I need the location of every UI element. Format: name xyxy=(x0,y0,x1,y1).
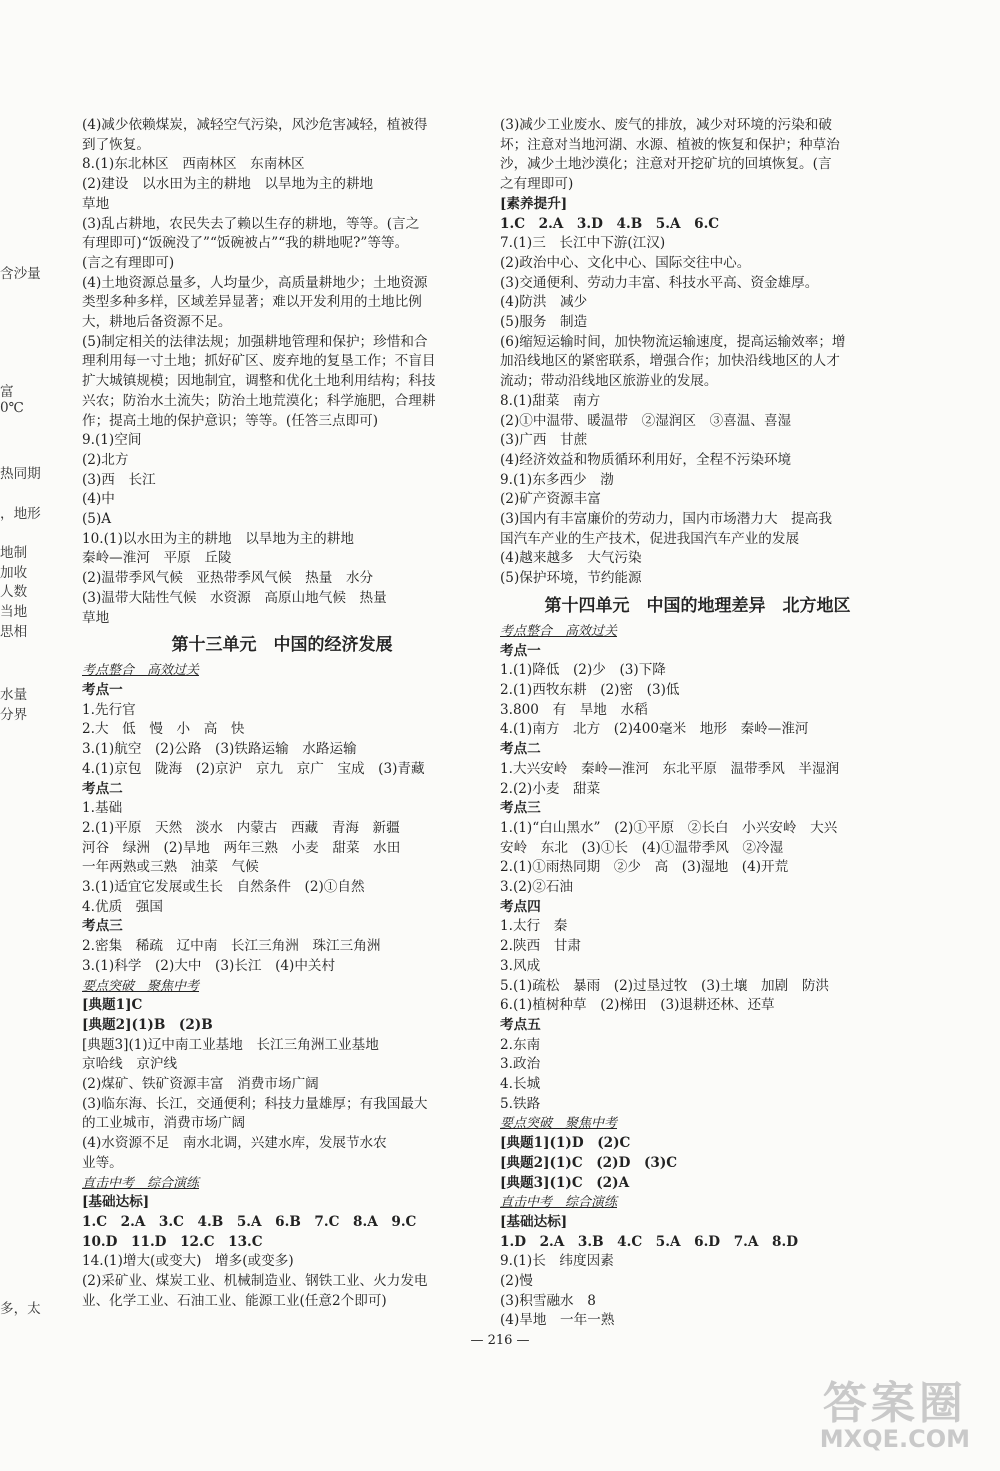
answer-line: 国汽车产业的生产技术，促进我国汽车产业的发展 xyxy=(500,530,800,547)
answer-line: (3)临东海、长江，交通便利；科技力量雄厚；有我国最大 xyxy=(82,1095,428,1112)
answer-line: 业等。 xyxy=(82,1154,123,1171)
answer-line: 5.(1)疏松 暴雨 (2)过垦过牧 (3)土壤 加剧 防洪 xyxy=(500,977,830,994)
answer-line: 考点四 xyxy=(500,898,541,915)
edge-fragment: 当地 xyxy=(0,604,28,620)
answer-line: (4)水资源不足 南水北调，兴建水库，发展节水农 xyxy=(82,1135,387,1152)
answer-line: [典题3](1)辽中南工业基地 长江三角洲工业基地 xyxy=(82,1036,379,1053)
answer-line: 1.C 2.A 3.D 4.B 5.A 6.C xyxy=(500,215,720,232)
answer-line: 作；提高土地的保护意识；等等。(任答三点即可) xyxy=(82,412,379,429)
answer-line: 2.(2)小麦 甜菜 xyxy=(500,780,601,797)
edge-fragment: 思相 xyxy=(0,624,28,640)
answer-line: 9.(1)空间 xyxy=(82,432,142,449)
answer-line: (3)国内有丰富廉价的劳动力，国内市场潜力大 提高我 xyxy=(500,511,832,528)
answer-line: (5)服务 制造 xyxy=(500,314,588,331)
answer-line: 草地 xyxy=(82,195,110,212)
answer-line: 3.政治 xyxy=(500,1056,541,1073)
answer-line: 河谷 绿洲 (2)旱地 两年三熟 小麦 甜菜 水田 xyxy=(82,839,401,856)
answer-line: 的工业城市，消费市场广阔 xyxy=(82,1115,246,1132)
answer-line: 考点五 xyxy=(500,1016,541,1033)
answer-line: 2.(1)平原 天然 淡水 内蒙古 西藏 青海 新疆 xyxy=(82,819,400,836)
answer-line: 5.铁路 xyxy=(500,1095,541,1112)
edge-fragment: 0℃ xyxy=(0,400,24,416)
answer-line: 9.(1)长 纬度因素 xyxy=(500,1253,614,1270)
watermark-main-text: 答案圈 xyxy=(822,1378,967,1429)
edge-fragment: 热同期 xyxy=(0,466,41,482)
answer-line: (4)越来越多 大气污染 xyxy=(500,550,642,567)
answer-line: 京哈线 京沪线 xyxy=(82,1056,178,1073)
edge-fragment: 加收 xyxy=(0,565,28,581)
answer-line: (言之有理即可) xyxy=(82,254,175,271)
answer-line: 业、化学工业、石油工业、能源工业(任意2个即可) xyxy=(82,1292,387,1309)
answer-line: 1.C 2.A 3.C 4.B 5.A 6.B 7.C 8.A 9.C xyxy=(82,1213,417,1230)
answer-line: [素养提升] xyxy=(500,195,568,212)
answer-line: 4.长城 xyxy=(500,1076,541,1093)
answer-line: 2.大 低 慢 小 高 快 xyxy=(82,721,245,738)
answer-line: 考点二 xyxy=(82,780,123,797)
answer-line: [基础达标] xyxy=(500,1213,568,1230)
edge-fragment: 地制 xyxy=(0,545,28,561)
answer-line: 10.(1)以水田为主的耕地 以旱地为主的耕地 xyxy=(82,530,354,547)
left-column xyxy=(82,116,482,1311)
answer-line: 4.(1)京包 陇海 (2)京沪 京九 京广 宝成 (3)青藏 xyxy=(82,760,425,777)
watermark-url-text: MXQE.COM xyxy=(819,1425,970,1453)
section-heading: 直击中考 综合演练 xyxy=(82,1175,200,1191)
answer-line: (2)①中温带、暖温带 ②湿润区 ③喜温、喜湿 xyxy=(500,412,792,429)
answer-line: (6)缩短运输时间，加快物流运输速度，提高运输效率；增 xyxy=(500,333,846,350)
answer-line: 2.陕西 甘肃 xyxy=(500,938,581,955)
answer-line: [典题1](1)D (2)C xyxy=(500,1135,631,1152)
answer-line: 2.(1)①雨热同期 ②少 高 (3)湿地 (4)开荒 xyxy=(500,859,789,876)
answer-line: 9.(1)东多西少 渤 xyxy=(500,471,614,488)
section-heading: 考点整合 高效过关 xyxy=(82,663,200,679)
answer-line: 1.基础 xyxy=(82,800,123,817)
answer-line: 3.(2)②石油 xyxy=(500,879,574,896)
section-heading: 直击中考 综合演练 xyxy=(500,1195,618,1211)
answer-line: (2)北方 xyxy=(82,451,129,468)
answer-line: (4)土地资源总量多，人均量少，高质量耕地少；土地资源 xyxy=(82,274,428,291)
answer-line: [基础达标] xyxy=(82,1194,150,1211)
answer-line: (3)广西 甘蔗 xyxy=(500,432,588,449)
answer-line: 7.(1)三 长江中下游(江汉) xyxy=(500,235,666,252)
edge-fragment: 人数 xyxy=(0,584,28,600)
answer-line: (4)中 xyxy=(82,491,115,508)
edge-fragment: 水量 xyxy=(0,687,28,703)
answer-line: 考点一 xyxy=(82,681,123,698)
answer-line: 3.800 有 旱地 水稻 xyxy=(500,701,648,718)
answer-line: (5)保护环境，节约能源 xyxy=(500,570,642,587)
answer-line: 6.(1)植树种草 (2)梯田 (3)退耕还林、还草 xyxy=(500,997,775,1014)
edge-fragment: 多，太 xyxy=(0,1301,41,1317)
answer-line: 2.东南 xyxy=(500,1036,541,1053)
answer-line: 1.(1)“白山黑水” (2)①平原 ②长白 小兴安岭 大兴 xyxy=(500,819,838,836)
answer-line: 一年两熟或三熟 油菜 气候 xyxy=(82,859,259,876)
edge-fragment: 含沙量 xyxy=(0,266,41,282)
edge-fragment: 分界 xyxy=(0,707,28,723)
answer-line: 考点三 xyxy=(500,800,541,817)
answer-line: (4)防洪 减少 xyxy=(500,294,588,311)
answer-line: (2)温带季风气候 亚热带季风气候 热量 水分 xyxy=(82,570,374,587)
answer-line: 扩大城镇规模；因地制宜，调整和优化土地利用结构；科技 xyxy=(82,373,436,390)
answer-line: (2)建设 以水田为主的耕地 以旱地为主的耕地 xyxy=(82,176,374,193)
answer-line: (3)乱占耕地，农民失去了赖以生存的耕地，等等。(言之 xyxy=(82,215,420,232)
answer-line: 考点三 xyxy=(82,918,123,935)
answer-line: (3)温带大陆性气候 水资源 高原山地气候 热量 xyxy=(82,589,387,606)
answer-line: 1.D 2.A 3.B 4.C 5.A 6.D 7.A 8.D xyxy=(500,1233,798,1250)
watermark-logo xyxy=(820,1367,970,1453)
answer-line: 2.密集 稀疏 辽中南 长江三角洲 珠江三角洲 xyxy=(82,938,381,955)
answer-line: (2)矿产资源丰富 xyxy=(500,491,601,508)
answer-line: 1.太行 秦 xyxy=(500,918,568,935)
right-column xyxy=(500,116,895,1331)
answer-line: 1.大兴安岭 秦岭—淮河 东北平原 温带季风 半湿润 xyxy=(500,760,840,777)
answer-line: [典题3](1)C (2)A xyxy=(500,1174,630,1191)
answer-line: (4)减少依赖煤炭，减轻空气污染，风沙危害减轻，植被得 xyxy=(82,117,428,133)
answer-line: 4.优质 强国 xyxy=(82,898,163,915)
answer-line: 14.(1)增大(或变大) 增多(或变多) xyxy=(82,1253,294,1270)
answer-line: [典题2](1)C (2)D (3)C xyxy=(500,1154,678,1171)
answer-line: (2)慢 xyxy=(500,1273,533,1290)
answer-line: [典题1]C xyxy=(82,997,143,1014)
answer-line: 2.(1)西牧东耕 (2)密 (3)低 xyxy=(500,681,680,698)
section-heading: 要点突破 聚焦中考 xyxy=(500,1116,618,1132)
answer-line: 考点二 xyxy=(500,741,541,758)
answer-line: 1.(1)降低 (2)少 (3)下降 xyxy=(500,662,666,679)
answer-line: (2)采矿业、煤炭工业、机械制造业、钢铁工业、火力发电 xyxy=(82,1273,428,1290)
answer-line: 沙，减少土地沙漠化；注意对开挖矿坑的回填恢复。(言 xyxy=(500,156,832,173)
answer-line: 兴农；防治水土流失；防治土地荒漠化；科学施肥，合理耕 xyxy=(82,392,436,409)
page-number: — 216 — xyxy=(470,1333,530,1348)
answer-line: (5)A xyxy=(82,511,112,528)
answer-line: 有理即可)“饭碗没了”“饭碗被占”“我的耕地呢?”等等。 xyxy=(82,235,409,252)
answer-line: 3.(1)科学 (2)大中 (3)长江 (4)中关村 xyxy=(82,957,336,974)
answer-line: 大，耕地后备资源不足。 xyxy=(82,314,232,331)
answer-line: (2)煤矿、铁矿资源丰富 消费市场广阔 xyxy=(82,1076,319,1093)
answer-line: (3)交通便利、劳动力丰富、科技水平高、资金雄厚。 xyxy=(500,274,819,291)
answer-line: 类型多种多样，区域差异显著；难以开发利用的土地比例 xyxy=(82,294,422,311)
answer-line: 草地 xyxy=(82,609,110,626)
answer-line: 加沿线地区的紧密联系，增强合作；加快沿线地区的人才 xyxy=(500,353,840,370)
answer-line: 秦岭—淮河 平原 丘陵 xyxy=(82,550,232,567)
answer-line: 理利用每一寸土地；抓好矿区、废弃地的复垦工作；不盲目 xyxy=(82,353,436,370)
answer-line: 安岭 东北 (3)①长 (4)①温带季风 ②冷湿 xyxy=(500,839,784,856)
answer-line: 3.(1)适宜它发展或生长 自然条件 (2)①自然 xyxy=(82,879,365,896)
answer-line: (5)制定相关的法律法规；加强耕地管理和保护；珍惜和合 xyxy=(82,333,428,350)
answer-line: [典题2](1)B (2)B xyxy=(82,1016,213,1033)
unit-heading: 第十四单元 中国的地理差异 北方地区 xyxy=(544,595,851,616)
answer-line: 坏；注意对当地河湖、水源、植被的恢复和保护；种草治 xyxy=(500,136,840,153)
answer-line: (2)政治中心、文化中心、国际交往中心。 xyxy=(500,254,751,271)
answer-line: 3.(1)航空 (2)公路 (3)铁路运输 水路运输 xyxy=(82,741,357,758)
answer-line: (4)旱地 一年一熟 xyxy=(500,1312,615,1329)
answer-line: (3)积雪融水 8 xyxy=(500,1292,596,1309)
answer-line: 8.(1)东北林区 西南林区 东南林区 xyxy=(82,156,305,173)
section-heading: 要点突破 聚焦中考 xyxy=(82,978,200,994)
answer-line: 到了恢复。 xyxy=(82,136,150,153)
answer-line: 3.风成 xyxy=(500,957,541,974)
answer-line: 之有理即可) xyxy=(500,176,574,193)
answer-line: (3)减少工业废水、废气的排放，减少对环境的污染和破 xyxy=(500,117,832,133)
unit-heading: 第十三单元 中国的经济发展 xyxy=(171,635,393,656)
answer-line: 1.先行官 xyxy=(82,701,136,718)
answer-line: 考点一 xyxy=(500,642,541,659)
answer-line: 4.(1)南方 北方 (2)400毫米 地形 秦岭—淮河 xyxy=(500,721,809,738)
answer-line: (3)西 长江 xyxy=(82,471,156,488)
answer-line: 8.(1)甜菜 南方 xyxy=(500,392,601,409)
answer-line: 流动；带动沿线地区旅游业的发展。 xyxy=(500,373,718,390)
answer-line: (4)经济效益和物质循环利用好，全程不污染环境 xyxy=(500,451,792,468)
answer-line: 10.D 11.D 12.C 13.C xyxy=(82,1233,263,1250)
section-heading: 考点整合 高效过关 xyxy=(500,623,618,639)
edge-fragment: ，地形 xyxy=(0,506,41,522)
edge-fragment: 富 xyxy=(0,384,14,400)
